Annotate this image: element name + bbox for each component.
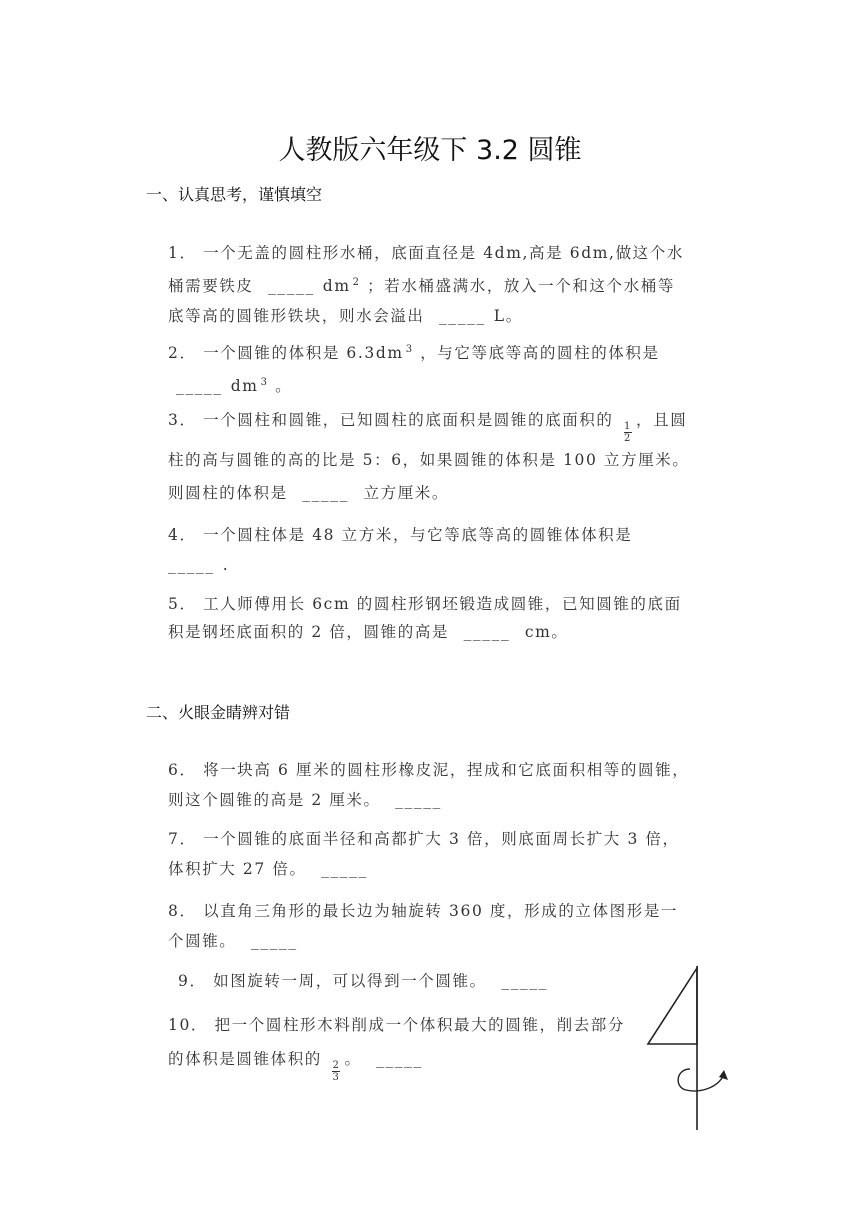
fraction-two-thirds xyxy=(332,1060,340,1083)
question-text: 一个圆锥的底面半径和高都扩大 3 倍，则底面周长扩大 3 倍，体积扩大 27 倍。 xyxy=(168,830,680,878)
fraction-numerator: 2 xyxy=(332,1060,341,1071)
question-text: 。 xyxy=(275,377,293,395)
answer-blank[interactable]: _____ xyxy=(321,860,368,878)
question-text: 将一块高 6 厘米的圆柱形橡皮泥，捏成和它底面积相等的圆锥，则这个圆锥的高是 2 厘米。 xyxy=(168,761,690,809)
question-text: 如图旋转一周，可以得到一个圆锥。 xyxy=(213,972,487,990)
answer-blank[interactable]: _____ xyxy=(268,277,315,295)
question-7 xyxy=(168,824,690,884)
question-text: L。 xyxy=(493,307,523,325)
answer-blank[interactable]: _____ xyxy=(395,791,442,809)
question-number: 6． xyxy=(168,761,197,779)
unit: dm xyxy=(322,277,351,295)
rotation-figure xyxy=(640,962,740,1137)
question-text: 把一个圆柱形木料削成一个体积最大的圆锥，削去部分的体积是圆锥体积的 xyxy=(168,1016,625,1068)
fraction-denominator: 2 xyxy=(624,433,633,444)
superscript: 2 xyxy=(352,277,361,288)
fraction-numerator: 1 xyxy=(624,421,633,432)
answer-blank[interactable]: _____ xyxy=(376,1050,423,1068)
question-text: . xyxy=(222,556,230,574)
question-text: 。 xyxy=(344,1050,362,1068)
question-text: 一个圆锥的体积是 6.3dm xyxy=(203,344,404,362)
question-text: 一个圆柱体是 48 立方米，与它等底等高的圆锥体体积是 xyxy=(203,526,633,544)
answer-blank[interactable]: _____ xyxy=(501,972,548,990)
question-number: 4． xyxy=(168,526,197,544)
question-8 xyxy=(168,896,690,956)
question-number: 2． xyxy=(168,344,197,362)
answer-blank[interactable]: _____ xyxy=(302,484,349,502)
question-text: ，且圆柱的高与圆锥的高的比是 5：6，如果圆锥的体积是 100 立方厘米。则圆柱的体积是 xyxy=(168,411,690,502)
section-heading-fill-in: 一、认真思考，谨慎填空 xyxy=(146,185,323,204)
superscript: 3 xyxy=(260,377,269,388)
superscript: 3 xyxy=(405,344,414,355)
rotation-arrow-icon xyxy=(678,1069,724,1091)
question-number: 8． xyxy=(168,902,197,920)
answer-blank[interactable]: _____ xyxy=(176,377,223,395)
question-number: 3． xyxy=(168,411,197,429)
answer-blank[interactable]: _____ xyxy=(439,307,486,325)
question-text: 立方厘米。 xyxy=(363,484,450,502)
right-triangle xyxy=(648,968,697,1044)
question-text: 工人师傅用长 6cm 的圆柱形钢坯锻造成圆锥，已知圆锥的底面积是钢坯底面积的 2 倍，圆锥的高是 xyxy=(168,595,682,641)
question-number: 9． xyxy=(178,972,207,990)
question-9 xyxy=(178,966,618,996)
section-heading-true-false: 二、火眼金睛辨对错 xyxy=(146,703,291,722)
answer-blank[interactable]: _____ xyxy=(250,932,298,950)
question-6 xyxy=(168,755,690,815)
question-1 xyxy=(168,238,690,331)
question-5 xyxy=(168,590,690,646)
question-text: ，与它等底等高的圆柱的体积是 xyxy=(420,344,660,362)
answer-blank[interactable]: _____ xyxy=(463,623,511,641)
question-text: ；若水桶盛满水，放入一个和这个水桶等底等高的圆锥形铁块，则水会溢出 xyxy=(168,277,675,325)
question-2 xyxy=(168,335,690,401)
answer-blank[interactable]: _____ xyxy=(168,556,215,574)
question-number: 7． xyxy=(168,830,197,848)
question-number: 1． xyxy=(168,244,197,262)
fraction-denominator: 3 xyxy=(332,1072,341,1083)
arrow-head-icon xyxy=(719,1070,728,1080)
question-number: 5． xyxy=(168,595,197,613)
question-4 xyxy=(168,520,690,580)
page-title: 人教版六年级下 3.2 圆锥 xyxy=(278,135,582,166)
unit: dm xyxy=(230,377,259,395)
question-text: 一个无盖的圆柱形水桶，底面直径是 4dm,高是 6dm,做这个水桶需要铁皮 xyxy=(168,244,684,295)
question-text: 以直角三角形的最长边为轴旋转 360 度，形成的立体图形是一个圆锥。 xyxy=(168,902,679,950)
question-text: cm。 xyxy=(524,623,569,641)
question-10 xyxy=(168,1008,632,1083)
question-number: 10． xyxy=(168,1016,209,1034)
question-3 xyxy=(168,404,690,510)
fraction-one-half xyxy=(624,421,632,444)
question-text: 一个圆柱和圆锥，已知圆柱的底面积是圆锥的底面积的 xyxy=(203,411,614,429)
